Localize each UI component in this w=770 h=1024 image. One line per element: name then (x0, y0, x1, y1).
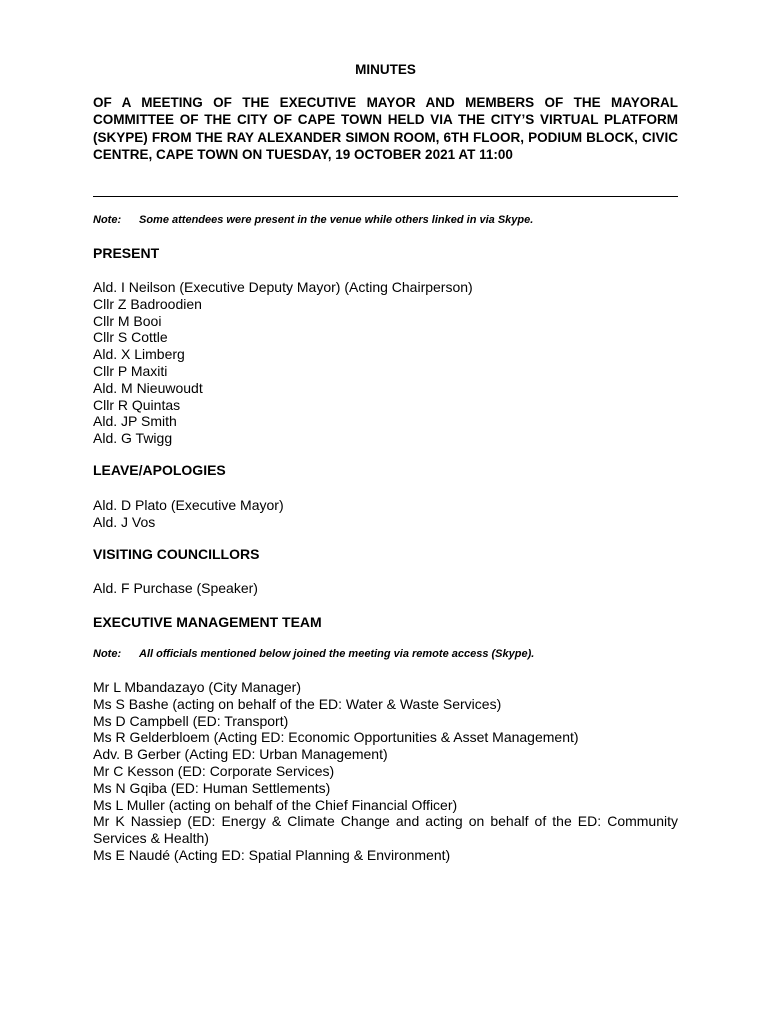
list-item: Cllr R Quintas (93, 396, 181, 413)
list-item: Ms N Gqiba (ED: Human Settlements) (93, 779, 331, 796)
note-label: Note: (93, 214, 122, 226)
divider-line (93, 196, 678, 197)
list-item: Mr C Kesson (ED: Corporate Services) (93, 762, 335, 779)
visiting-list (93, 580, 678, 597)
emt-heading: EXECUTIVE MANAGEMENT TEAM (93, 614, 322, 630)
list-item: Ald. JP Smith (93, 413, 177, 430)
list-item: Adv. B Gerber (Acting ED: Urban Management) (93, 746, 388, 763)
list-item: Ms E Naudé (Acting ED: Spatial Planning & Environment) (93, 846, 451, 863)
meeting-heading: OF A MEETING OF THE EXECUTIVE MAYOR AND MEMBERS OF THE MAYORAL COMMITTEE OF THE CITY OF CAPE TOWN HELD VIA THE CITY’S VIRTUAL PLATFORM (SKYPE) FROM THE RAY ALEXANDER SIMON ROOM, 6TH FLOOR, PODIUM BLOCK, CIVIC CENTRE, CAPE TOWN ON TUESDAY, 19 OCTOBER 2021 AT 11:00 (93, 95, 678, 163)
present-heading: PRESENT (93, 245, 160, 261)
list-item: Ms L Muller (acting on behalf of the Chief Financial Officer) (93, 796, 458, 813)
attendance-note (93, 214, 533, 226)
list-item: Cllr M Booi (93, 312, 162, 329)
list-item: Ms D Campbell (ED: Transport) (93, 712, 289, 729)
list-item: Ald. M Nieuwoudt (93, 379, 203, 396)
present-list (93, 279, 678, 447)
list-item: Ms S Bashe (acting on behalf of the ED: Water & Waste Services) (93, 695, 502, 712)
note-text: Some attendees were present in the venue while others linked in via Skype. (139, 214, 534, 226)
list-item: Ald. F Purchase (Speaker) (93, 580, 258, 596)
note-label: Note: (93, 648, 122, 660)
document-title: MINUTES (355, 62, 416, 77)
list-item: Ald. G Twigg (93, 430, 173, 447)
apologies-list (93, 497, 678, 531)
list-item: Ald. I Neilson (Executive Deputy Mayor) (Acting Chairperson) (93, 279, 473, 295)
emt-note (93, 648, 534, 660)
list-item: Ms R Gelderbloem (Acting ED: Economic Opportunities & Asset Management) (93, 729, 579, 746)
list-item: Cllr S Cottle (93, 329, 168, 346)
visiting-heading: VISITING COUNCILLORS (93, 546, 260, 562)
apologies-heading: LEAVE/APOLOGIES (93, 462, 226, 478)
list-item: Mr K Nassiep (ED: Energy & Climate Change and acting on behalf of the ED: Community Services & Health) (93, 813, 678, 847)
note-text: All officials mentioned below joined the meeting via remote access (Skype). (139, 648, 535, 660)
list-item: Ald. D Plato (Executive Mayor) (93, 497, 284, 513)
list-item: Cllr P Maxiti (93, 362, 168, 379)
list-item: Ald. J Vos (93, 513, 156, 530)
list-item: Mr L Mbandazayo (City Manager) (93, 679, 302, 695)
emt-list (93, 679, 678, 864)
list-item: Ald. X Limberg (93, 346, 185, 363)
list-item: Cllr Z Badroodien (93, 295, 202, 312)
